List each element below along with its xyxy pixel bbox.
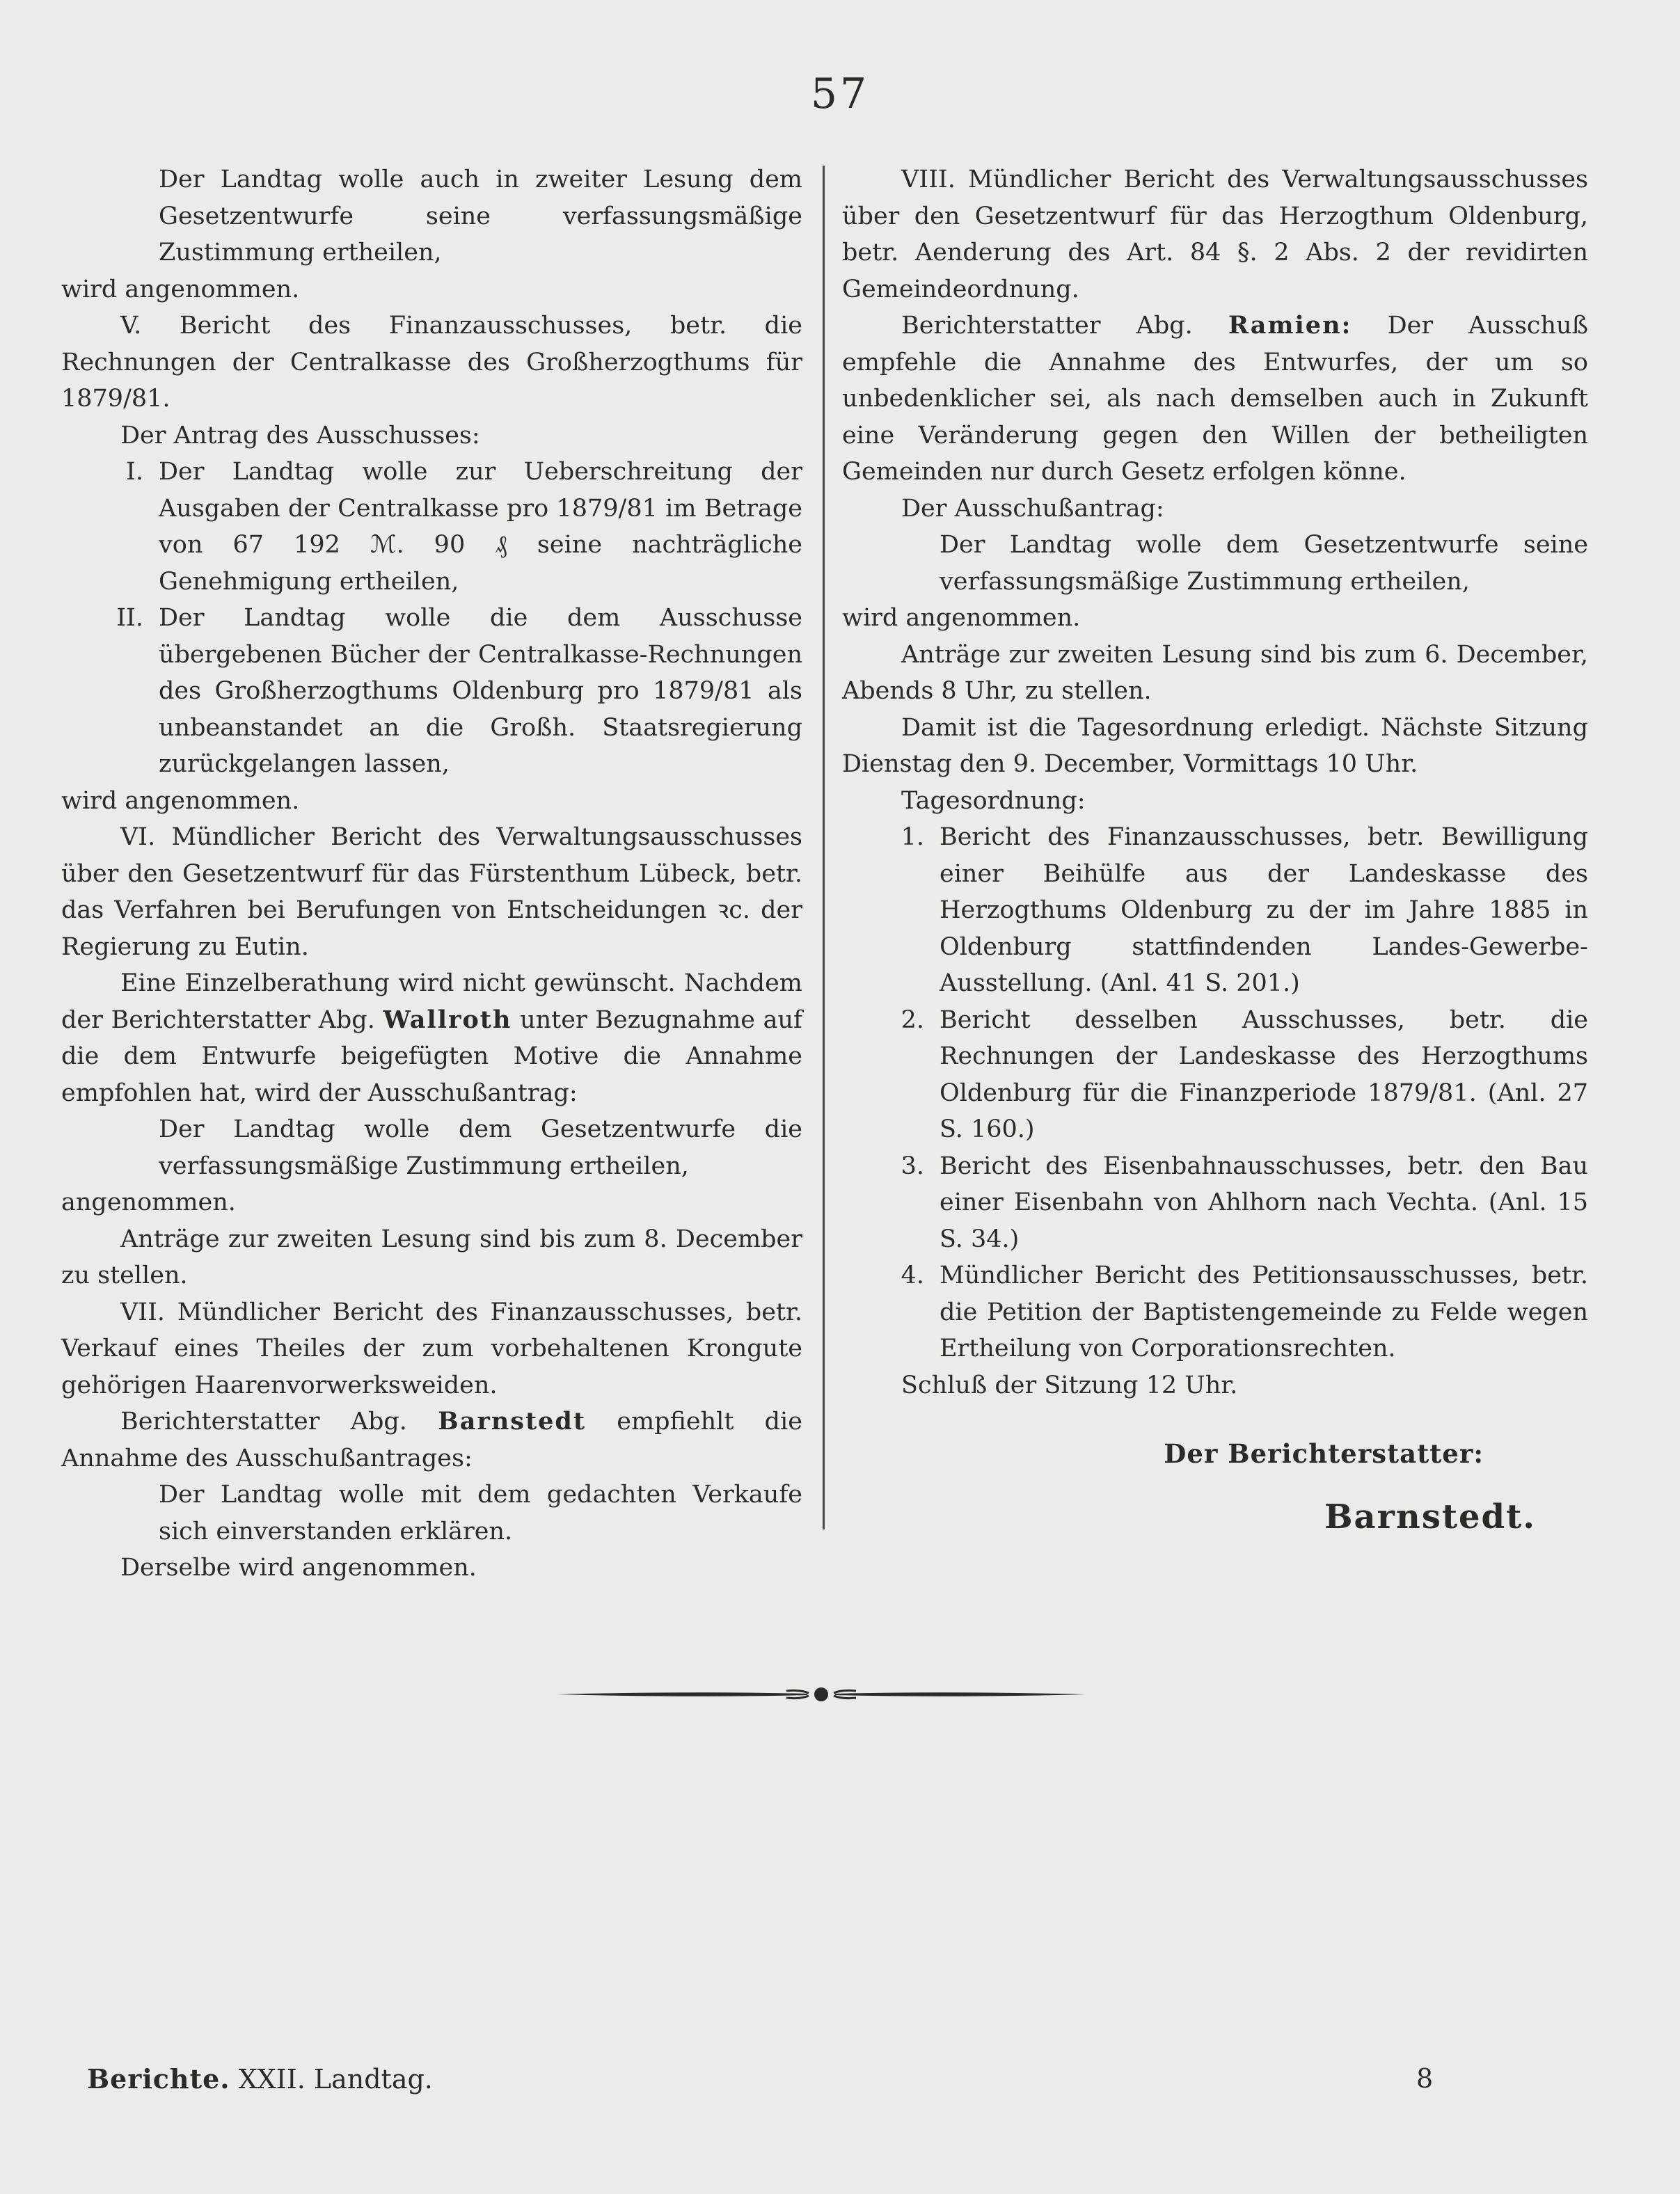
motion-item-ii [61, 600, 802, 783]
motion-item-number: II. [116, 604, 143, 632]
text-run: empfiehlt die Annahme des Ausschußantrages: [61, 1408, 802, 1472]
motion-text: Der Landtag wolle dem Gesetzentwurfe seine verfassungsmäßige Zustimmung ertheilen, [940, 531, 1588, 596]
paragraph [61, 965, 802, 1111]
agenda-item [842, 1002, 1588, 1148]
left-column [61, 161, 802, 1587]
agenda-item-text: Mündlicher Bericht des Petitionsausschusses, betr. die Petition der Baptistengemeinde zu Felde wegen Ertheilung von Corporationsrechten. [940, 1262, 1588, 1362]
agenda-item-number: 1. [901, 823, 924, 851]
ornament-rule [557, 1677, 1086, 1712]
motion-text: Der Landtag wolle mit dem gedachten Verkaufe sich einverstanden erklären. [159, 1481, 802, 1545]
column-divider [823, 166, 825, 1529]
page-number: 57 [810, 70, 870, 118]
motion-item-text: Der Landtag wolle die dem Ausschusse übergebenen Bücher der Centralkasse-Rechnungen des Großherzogthums Oldenburg pro 1879/81 als unbeanstandet an die Großh. Staatsregierung zurückgelangen lassen, [159, 604, 802, 778]
agenda-heading: Tagesordnung: [901, 786, 1086, 815]
footer-title: XXII. Landtag. [238, 2064, 433, 2094]
footer-title-bold: Berichte. [87, 2063, 230, 2094]
item-vi-heading: VI. Mündlicher Bericht des Verwaltungsausschusses über den Gesetzentwurf für das Fürstenthum Lübeck, betr. das Verfahren bei Berufungen von Entscheidungen ꝛc. der Regierung zu Eutin. [61, 823, 802, 961]
reporter-name: Ramien: [1228, 311, 1352, 340]
paragraph: Damit ist die Tagesordnung erledigt. Nächste Sitzung Dienstag den 9. December, Vormittags 10 Uhr. [842, 713, 1588, 778]
reporter-name: Wallroth [383, 1005, 512, 1034]
footer-left [87, 2063, 433, 2094]
motion-item-text: Der Landtag wolle zur Ueberschreitung der Ausgaben der Centralkasse pro 1879/81 im Betrage von 67 192 ℳ. 90 ₰ seine nachträgliche Genehmigung ertheilen, [159, 458, 802, 596]
resolution-text: wird angenommen. [61, 275, 300, 303]
text-run: Berichterstatter Abg. [120, 1408, 407, 1436]
text-run: Der Ausschuß empfehle die Annahme des Entwurfes, der um so unbedenklicher sei, als nach demselben auch in Zukunft eine Veränderung gegen den Willen der betheiligten Gemeinden nur durch Gesetz erfolgen könne. [842, 312, 1588, 486]
agenda-item-text: Bericht des Finanzausschusses, betr. Bewilligung einer Beihülfe aus der Landeskasse des Herzogthums Oldenburg zu der im Jahre 1885 in Oldenburg stattfindenden Landes-Gewerbe-Ausstellung. (Anl. 41 S. 201.) [940, 823, 1588, 997]
item-viii-heading: VIII. Mündlicher Bericht des Verwaltungsausschusses über den Gesetzentwurf für das Herzogthum Oldenburg, betr. Aenderung des Art. 84 §. 2 Abs. 2 der revidirten Gemeindeordnung. [842, 166, 1588, 303]
motion-text: Der Landtag wolle auch in zweiter Lesung dem Gesetzentwurfe seine verfassungsmäßige Zustimmung ertheilen, [159, 166, 802, 267]
reporter-label: Der Berichterstatter: [1164, 1438, 1484, 1469]
motion-text: Der Landtag wolle dem Gesetzentwurfe die verfassungsmäßige Zustimmung ertheilen, [159, 1115, 802, 1180]
motion-item-number: I. [126, 458, 143, 486]
agenda-item-number: 4. [901, 1262, 924, 1289]
agenda-item-number: 2. [901, 1005, 924, 1034]
right-column [842, 161, 1588, 1535]
resolution-text: wird angenommen. [842, 604, 1081, 632]
resolution-text: angenommen. [61, 1189, 236, 1216]
resolution-text: Derselbe wird angenommen. [120, 1554, 477, 1582]
paragraph: Anträge zur zweiten Lesung sind bis zum 8. December zu stellen. [61, 1225, 802, 1289]
footer-signature-number: 8 [1416, 2063, 1434, 2094]
reporter-name: Barnstedt [438, 1407, 587, 1436]
motion-intro: Der Ausschußantrag: [901, 494, 1164, 523]
agenda-item-text: Bericht des Eisenbahnausschusses, betr. den Bau einer Eisenbahn von Ahlhorn nach Vechta. (Anl. 15 S. 34.) [940, 1152, 1588, 1253]
motion-intro: Der Antrag des Ausschusses: [120, 421, 480, 450]
paragraph [61, 1404, 802, 1477]
signature: Barnstedt. [1324, 1497, 1536, 1536]
resolution-text: wird angenommen. [61, 786, 300, 815]
closing-text: Schluß der Sitzung 12 Uhr. [901, 1371, 1238, 1399]
agenda-item [842, 1257, 1588, 1367]
agenda-item [842, 819, 1588, 1002]
agenda-item-text: Bericht desselben Ausschusses, betr. die Rechnungen der Landeskasse des Herzogthums Oldenburg für die Finanzperiode 1879/81. (Anl. 27 S. 160.) [940, 1005, 1588, 1143]
paragraph [842, 308, 1588, 491]
agenda-item [842, 1148, 1588, 1258]
item-v-heading: V. Bericht des Finanzausschusses, betr. die Rechnungen der Centralkasse des Großherzogthums für 1879/81. [61, 312, 802, 413]
text-run: unter Bezugnahme auf die dem Entwurfe beigefügten Motive die Annahme empfohlen hat, wird der Ausschußantrag: [61, 1005, 802, 1107]
agenda-item-number: 3. [901, 1152, 924, 1180]
text-run: Eine Einzelberathung wird nicht gewünscht. Nachdem der Berichterstatter Abg. [61, 969, 802, 1034]
motion-item-i [61, 454, 802, 600]
item-vii-heading: VII. Mündlicher Bericht des Finanzausschusses, betr. Verkauf eines Theiles der zum vorbehaltenen Krongute gehörigen Haarenvorwerksweiden. [61, 1298, 802, 1399]
paragraph: Anträge zur zweiten Lesung sind bis zum 6. December, Abends 8 Uhr, zu stellen. [842, 640, 1588, 705]
text-run: Berichterstatter Abg. [901, 312, 1193, 340]
